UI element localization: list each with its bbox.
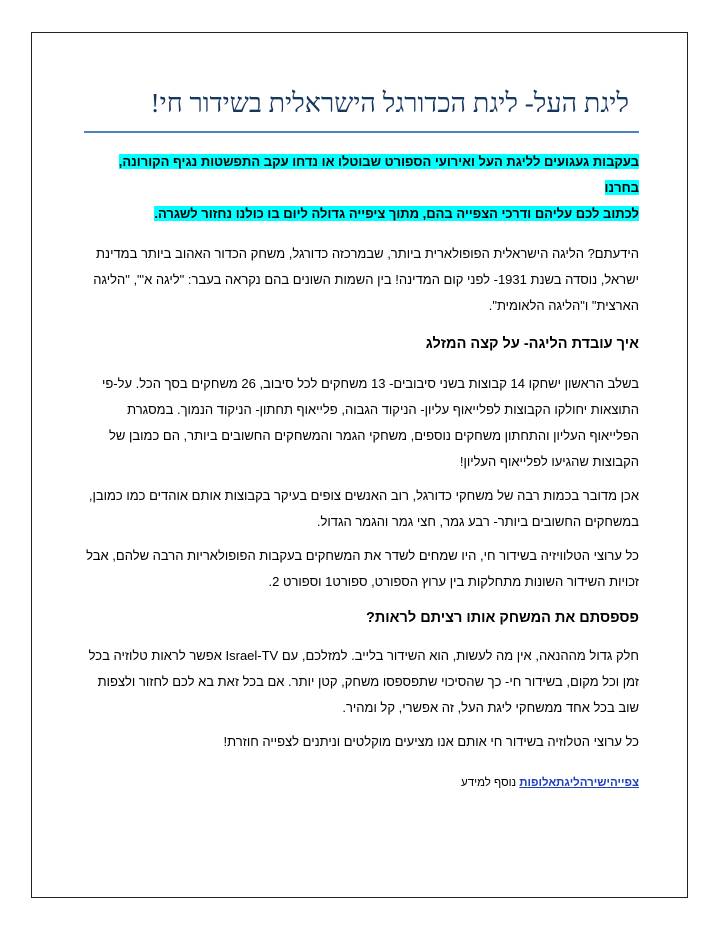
title-divider (84, 131, 639, 133)
paragraph-broadcast-rights: כל ערוצי הטלוויזיה בשידור חי, היו שמחים לשדר את המשחקים בעקבות הפופולאריות הרבה שלהם, אבל זכויות השידור השונות מתחלקות בין ערוץ הספורט, ספורט1 וספורט 2. (86, 548, 639, 589)
intro-paragraph (84, 149, 639, 227)
source-link[interactable]: צפייהישירהליגתאלופות (519, 777, 639, 789)
heading-missed-game: פספסתם את המשחק אותו רציתם לראות? (365, 610, 639, 626)
paragraph-viewers: אכן מדובר בכמות רבה של משחקי כדורגל, רוב האנשים צופים בעיקר בקבוצות אותם אוהדים כמו כמובן, במשחקים החשובים ביותר- רבע גמר, חצי גמר והגמר הגדול. (88, 488, 639, 529)
document-page (31, 32, 688, 898)
page-title: ליגת העל- ליגת הכדורגל הישראלית בשידור חי! (150, 88, 629, 118)
paragraph-league-format: בשלב הראשון ישחקו 14 קבוצות בשני סיבובים- 13 משחקים לכל סיבוב, 26 משחקים בסך הכל. על-פי התוצאות יחולקו הקבוצות לפלייאוף עליון- הניקוד הגבוה, פלייאוף תחתון- הניקוד הנמוך. במסגרת הפלייאוף העליון והתחתון משחקים נוספים, משחקי הגמר והמשחקים החשובים ביותר, הם כמובן של הקבוצות שהגיעו לפלייאוף העליון! (101, 376, 639, 469)
source-line (84, 773, 639, 793)
heading-how-league-works: איך עובדת הליגה- על קצה המזלג (425, 336, 639, 352)
document-content (84, 33, 639, 793)
paragraph-recordings: כל ערוצי הטלוזיה בשידור חי אותם אנו מציעים מוקלטים וניתנים לצפייה חוזרת! (223, 734, 639, 749)
paragraph-live-tv: חלק גדול מההנאה, אין מה לעשות, הוא השידור בלייב. למזלכם, עם Israel-TV אפשר לראות טלוזיה בכל זמן וכל מקום, בשידור חי- כך שהסיכוי שתפספסו משחק, קטן יותר. אם בכל זאת בא לכם לחזור ולצפות שוב בכל אחד ממשחקי ליגת העל, זה אפשרי, קל ומהיר. (88, 648, 639, 715)
paragraph-history: הידעתם? הליגה הישראלית הפופולארית ביותר, שבמרכזה כדורגל, משחק הכדור האהוב ביותר במדינת ישראל, נוסדה בשנת 1931- לפני קום המדינה! בין השמות השונים בהם נקראה בעבר: "ליגה א'", "הליגה הארצית" ו"הליגה הלאומית". (93, 246, 639, 313)
intro-line-1: בעקבות געגועים לליגת העל ואירועי הספורט שבוטלו או נדחו עקב התפשטות נגיף הקורונה, בחרנו (118, 154, 639, 195)
intro-line-2: לכתוב לכם עליהם ודרכי הצפייה בהם, מתוך ציפייה גדולה ליום בו כולנו נחזור לשגרה. (154, 206, 639, 221)
source-label: נוסף למידע (461, 777, 517, 789)
